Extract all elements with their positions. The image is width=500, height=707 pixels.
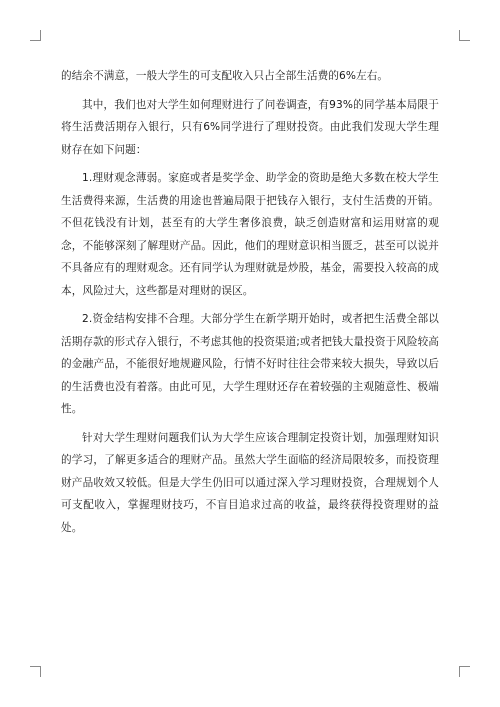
crop-mark-top-left — [30, 30, 41, 41]
crop-mark-bottom-right — [459, 666, 470, 677]
document-body — [61, 65, 439, 539]
paragraph-recommendation: 针对大学生理财问题我们认为大学生应该合理制定投资计划，加强理财知识的学习，了解更多适合的理财产品。虽然大学生面临的经济局限较多，而投资理财产品收效又较低。但是大学生仍旧可以通过深入学习理财投资，合理规划个人可支配收入，掌握理财技巧，不盲目追求过高的收益，最终获得投资理财的益处。 — [61, 431, 439, 534]
paragraph-issue-1: 1.理财观念薄弱。家庭或者是奖学金、助学金的资助是绝大多数在校大学生生活费得来源，生活费的用途也普遍局限于把钱存入银行，支付生活费的开销。不但花钱没有计划，甚至有的大学生奢侈浪费，缺乏创造财富和运用财富的观念，不能够深刻了解理财产品。因此，他们的理财意识相当匮乏，甚至可以说并不具备应有的理财观念。还有同学认为理财就是炒股，基金，需要投入较高的成本，风险过大，这些都是对理财的误区。 — [61, 172, 439, 297]
crop-mark-top-right — [459, 30, 470, 41]
paragraph-continuation: 的结余不满意，一般大学生的可支配收入只占全部生活费的6%左右。 — [61, 70, 389, 82]
paragraph-issue-2: 2.资金结构安排不合理。大部分学生在新学期开始时，或者把生活费全部以活期存款的形式存入银行，不考虑其他的投资渠道;或者把钱大量投资于风险较高的金融产品，不能很好地规避风险，行情不好时往往会带来较大损失，导致以后的生活费也没有着落。由此可见，大学生理财还存在着较强的主观随意性、极端性。 — [61, 313, 439, 415]
crop-mark-bottom-left — [30, 666, 41, 677]
paragraph-survey: 其中，我们也对大学生如何理财进行了问卷调查，有93%的同学基本局限于将生活费活期存入银行，只有6%同学进行了理财投资。由此我们发现大学生理财存在如下问题： — [61, 98, 439, 156]
